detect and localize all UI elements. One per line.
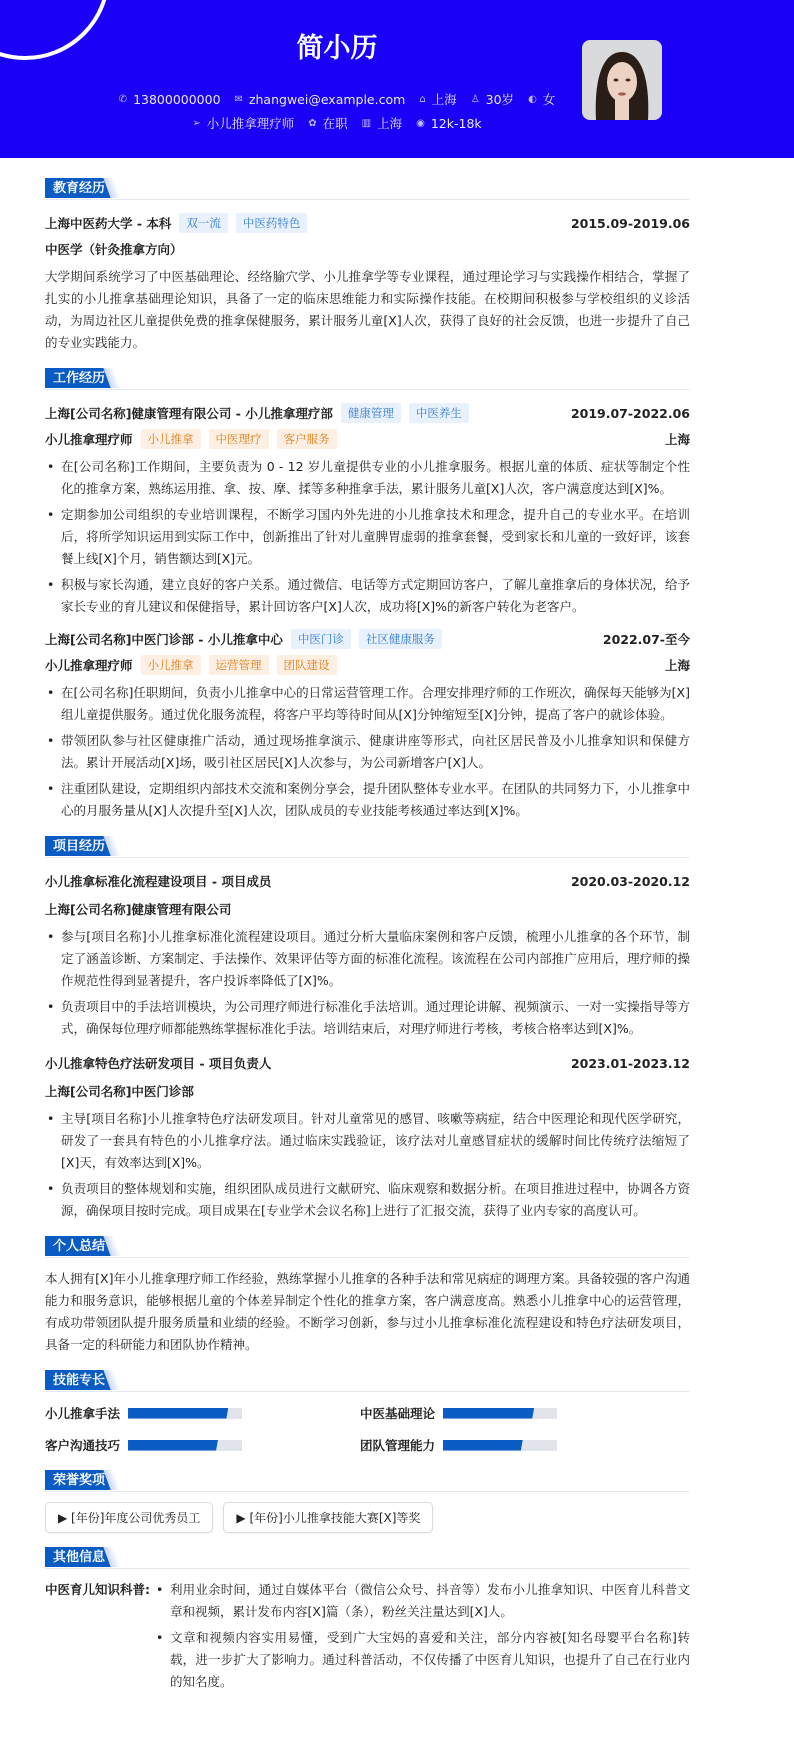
role-row	[45, 652, 690, 678]
tag: 双一流	[179, 213, 228, 233]
tag: 运营管理	[209, 655, 269, 675]
tag: 小儿推拿	[141, 429, 201, 449]
tag: 小儿推拿	[141, 655, 201, 675]
summary-text: 本人拥有[X]年小儿推拿理疗师工作经验，熟练掌握小儿推拿的各种手法和常见病症的调理方案。具备较强的客户沟通能力和服务意识，能够根据儿童的个体差异制定个性化的推拿方案，客户满意度高。熟悉小儿推拿中心的运营管理，有成功带领团队提升服务质量和业绩的经验。不断学习创新，参与过小儿推拿标准化流程建设和特色疗法研发项目，具备一定的科研能力和团队协作精神。	[45, 1271, 690, 1352]
gender: 女	[542, 92, 556, 107]
section-title: 工作经历	[45, 368, 113, 388]
resume-body	[45, 172, 690, 1697]
location: 上海	[431, 92, 457, 107]
skill-item	[45, 1434, 360, 1456]
list-item: • 主导[项目名称]小儿推拿特色疗法研发项目。针对儿童常见的感冒、咳嗽等病症，结合中医理论和现代医学研究，研发了一套具有特色的小儿推拿疗法。通过临床实践验证，该疗法对儿童感冒症状的缓解时间比传统疗法缩短了[X]天，有效率达到[X]%。	[45, 1108, 690, 1174]
project-name: 小儿推拿标准化流程建设项目 - 项目成员	[45, 874, 272, 889]
skill-name: 中医基础理论	[360, 1406, 436, 1421]
other-label: 中医育儿知识科普:	[45, 1582, 150, 1597]
role: 小儿推拿理疗师	[45, 432, 133, 447]
resume-header	[0, 0, 794, 158]
list-item: • 定期参加公司组织的专业培训课程，不断学习国内外先进的小儿推拿技术和理念，提升自己的专业水平。在培训后，将所学知识运用到实际工作中，创新推出了针对儿童脾胃虚弱的推拿套餐，受到家长和儿童的一致好评，该套餐上线[X]个月，销售额达到[X]元。	[45, 504, 690, 570]
list-item: • 注重团队建设，定期组织内部技术交流和案例分享会，提升团队整体专业水平。在团队的共同努力下，小儿推拿中心的月服务量从[X]人次提升至[X]人次，团队成员的专业技能考核通过率达到[X]%。	[45, 778, 690, 822]
skill-item	[45, 1402, 360, 1424]
tag: 客户服务	[277, 429, 337, 449]
city: 上海	[377, 116, 403, 131]
salary-icon: ◉	[416, 117, 425, 129]
date: 2023.01-2023.12	[570, 1055, 690, 1071]
work-item	[45, 400, 690, 618]
skills-grid	[45, 1402, 690, 1456]
role: 小儿推拿理疗师	[45, 658, 133, 673]
skill-bar	[443, 1440, 557, 1451]
work-item	[45, 626, 690, 822]
project-header	[45, 868, 690, 894]
section-summary	[45, 1234, 690, 1258]
skill-item	[360, 1402, 675, 1424]
section-title: 技能专长	[45, 1370, 113, 1390]
date: 2020.03-2020.12	[570, 873, 690, 889]
list-item: • 在[公司名称]工作期间，主要负责为 0 - 12 岁儿童提供专业的小儿推拿服务。根据儿童的体质、症状等制定个性化的推拿方案，熟练运用推、拿、按、摩、揉等多种推拿手法，累计服务儿童[X]人次，客户满意度达到[X]%。	[45, 456, 690, 500]
section-work	[45, 366, 690, 390]
work-list	[45, 400, 690, 822]
list-item: • 利用业余时间，通过自媒体平台（微信公众号、抖音等）发布小儿推拿知识、中医育儿科普文章和视频，累计发布内容[X]篇（条），粉丝关注量达到[X]人。	[154, 1579, 690, 1623]
cake-icon: ♙	[470, 93, 480, 105]
location: 上海	[664, 658, 690, 673]
list-item: • 文章和视频内容实用易懂，受到广大宝妈的喜爱和关注，部分内容被[知名母婴平台名称]转载，进一步扩大了影响力。通过科普活动，不仅传播了中医育儿知识，也提升了自己在行业内的知名度。	[154, 1627, 690, 1693]
project-list	[45, 868, 690, 1222]
work-header	[45, 400, 690, 426]
section-awards	[45, 1468, 690, 1492]
avatar-photo	[582, 40, 662, 120]
project-item	[45, 1050, 690, 1222]
tag: 团队建设	[277, 655, 337, 675]
send-icon: ➢	[192, 117, 201, 129]
tag: 中医养生	[409, 403, 469, 423]
list-item: • 积极与家长沟通，建立良好的客户关系。通过微信、电话等方式定期回访客户，了解儿童推拿后的身体状况，给予家长专业的育儿建议和保健指导，累计回访客户[X]人次，成功将[X]%的新客户转化为老客户。	[45, 574, 690, 618]
list-item: • 在[公司名称]任职期间，负责小儿推拿中心的日常运营管理工作。合理安排理疗师的工作班次，确保每天能够为[X]组儿童提供服务。通过优化服务流程，将客户平均等待时间从[X]分钟缩短至[X]分钟，提高了客户的就诊体验。	[45, 682, 690, 726]
list-item: • 参与[项目名称]小儿推拿标准化流程建设项目。通过分析大量临床案例和客户反馈，梳理小儿推拿的各个环节，制定了涵盖诊断、方案制定、手法操作、效果评估等方面的标准化流程。该流程在公司内部推广应用后，理疗师的操作规范性得到显著提升，客户投诉率降低了[X]%。	[45, 926, 690, 992]
section-other	[45, 1545, 690, 1569]
tag: 社区健康服务	[359, 629, 442, 649]
email: zhangwei@example.com	[248, 91, 406, 107]
date: 2015.09-2019.06	[570, 215, 690, 231]
skill-item	[360, 1434, 675, 1456]
section-title: 其他信息	[45, 1547, 113, 1567]
date: 2022.07-至今	[602, 632, 690, 647]
major: 中医学（针灸推拿方向）	[45, 242, 183, 257]
age: 30岁	[485, 92, 515, 107]
project-item	[45, 868, 690, 1040]
section-title: 个人总结	[45, 1236, 113, 1256]
gender-icon: ◐	[528, 93, 537, 105]
list-item: • 带领团队参与社区健康推广活动，通过现场推拿演示、健康讲座等形式，向社区居民普及小儿推拿知识和保健方法。累计开展活动[X]场，吸引社区居民[X]人次参与，为公司新增客户[X]人。	[45, 730, 690, 774]
other-info	[45, 1579, 690, 1697]
section-skills	[45, 1368, 690, 1392]
project-header	[45, 1050, 690, 1076]
work-header	[45, 626, 690, 652]
section-title: 荣誉奖项	[45, 1470, 113, 1490]
list-item: • 负责项目的整体规划和实施，组织团队成员进行文献研究、临床观察和数据分析。在项目推进过程中，协调各方资源，确保项目按时完成。项目成果在[专业学术会议名称]上进行了汇报交流，获得了业内专家的高度认可。	[45, 1178, 690, 1222]
section-title: 项目经历	[45, 836, 113, 856]
company: 上海[公司名称]中医门诊部 - 小儿推拿中心	[45, 632, 283, 647]
job-intent-row	[0, 114, 794, 132]
location: 上海	[664, 432, 690, 447]
skill-fill	[128, 1440, 218, 1451]
home-icon: ⌂	[419, 93, 426, 105]
skill-fill	[128, 1408, 228, 1419]
section-education	[45, 176, 690, 200]
phone: 13800000000	[133, 91, 221, 107]
award-text: [年份]小儿推拿技能大赛[X]等奖	[249, 1511, 421, 1525]
project-org: 上海[公司名称]中医门诊部	[45, 1084, 194, 1099]
contact-row	[0, 90, 794, 108]
skill-fill	[443, 1408, 534, 1419]
award-item: ▶ [年份]小儿推拿技能大赛[X]等奖	[223, 1502, 433, 1533]
status: 在职	[322, 116, 348, 131]
list-item: • 负责项目中的手法培训模块，为公司理疗师进行标准化手法培训。通过理论讲解、视频演示、一对一实操指导等方式，确保每位理疗师都能熟练掌握标准化手法。培训结束后，对理疗师进行考核，考核合格率达到[X]%。	[45, 996, 690, 1040]
skill-name: 团队管理能力	[360, 1438, 436, 1453]
school: 上海中医药大学 - 本科	[45, 216, 172, 231]
company: 上海[公司名称]健康管理有限公司 - 小儿推拿理疗部	[45, 406, 333, 421]
skill-bar	[443, 1408, 557, 1419]
role-row	[45, 426, 690, 452]
phone-icon: ✆	[118, 93, 128, 105]
date: 2019.07-2022.06	[570, 405, 690, 421]
tag: 健康管理	[341, 403, 401, 423]
skill-bar	[128, 1408, 242, 1419]
skill-bar	[128, 1440, 242, 1451]
mail-icon: ✉	[234, 93, 243, 105]
tag: 中医药特色	[236, 213, 308, 233]
awards-list	[45, 1502, 690, 1533]
candidate-name: 简小历	[296, 33, 378, 64]
salary: 12k-18k	[430, 115, 482, 131]
section-projects	[45, 834, 690, 858]
skill-fill	[443, 1440, 523, 1451]
education-desc: 大学期间系统学习了中医基础理论、经络腧穴学、小儿推拿学等专业课程，通过理论学习与实践操作相结合，掌握了扎实的小儿推拿基础理论知识，具备了一定的临床思维能力和实际操作技能。在校期间积极参与学校组织的义诊活动，为周边社区儿童提供免费的推拿保健服务，累计服务儿童[X]人次，获得了良好的社会反馈，也进一步提升了自己的专业实践能力。	[45, 269, 690, 350]
tag: 中医门诊	[291, 629, 351, 649]
project-org: 上海[公司名称]健康管理有限公司	[45, 902, 232, 917]
education-header	[45, 210, 690, 236]
building-icon: ▥	[361, 117, 372, 129]
skill-name: 小儿推拿手法	[45, 1406, 121, 1421]
section-title: 教育经历	[45, 178, 113, 198]
award-text: [年份]年度公司优秀员工	[71, 1511, 201, 1525]
skill-name: 客户沟通技巧	[45, 1438, 121, 1453]
tag: 中医理疗	[209, 429, 269, 449]
status-icon: ✿	[308, 117, 317, 129]
project-name: 小儿推拿特色疗法研发项目 - 项目负责人	[45, 1056, 272, 1071]
award-item: ▶ [年份]年度公司优秀员工	[45, 1502, 213, 1533]
job: 小儿推拿理疗师	[206, 116, 295, 131]
